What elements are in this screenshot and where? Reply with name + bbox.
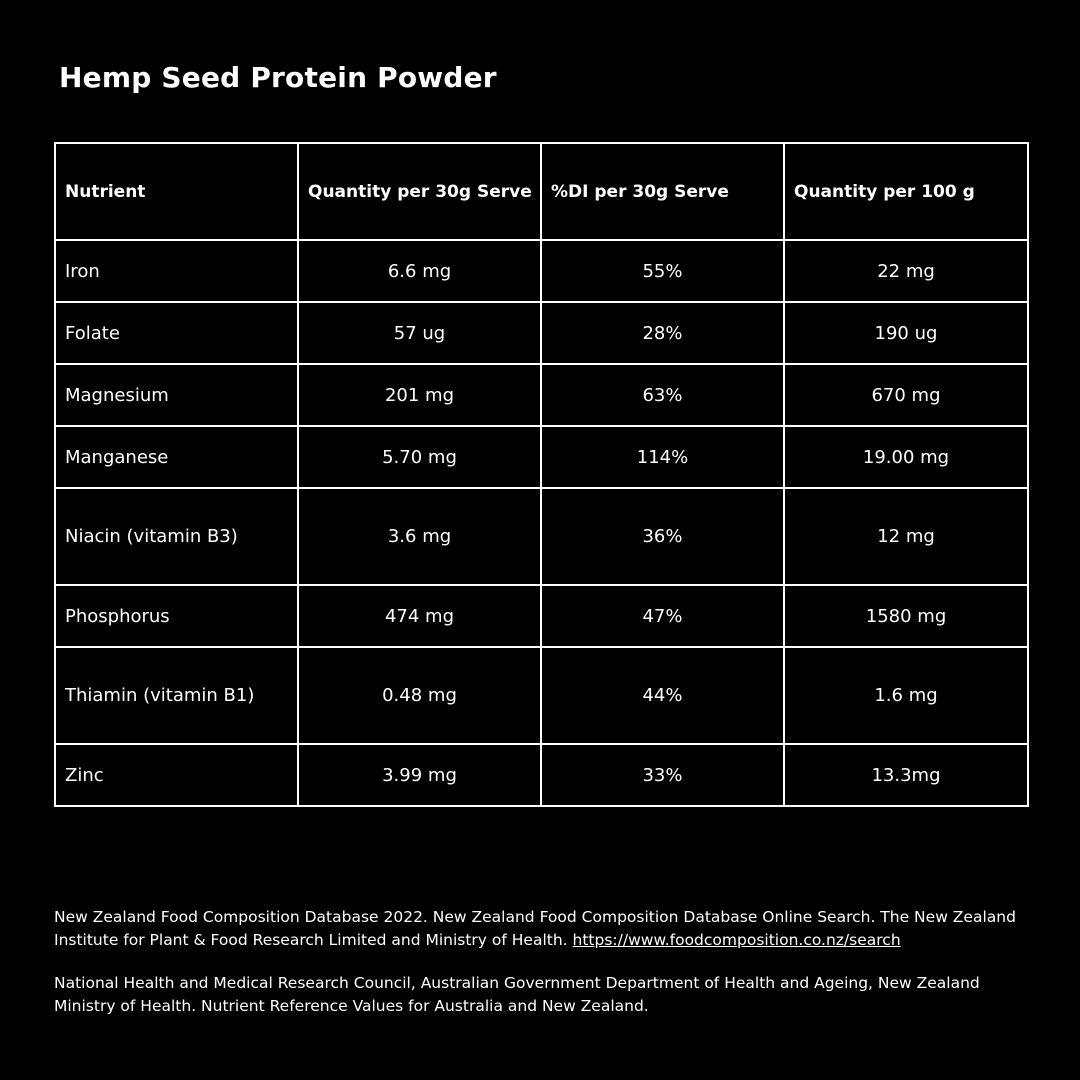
quantity-per-100g: 190 ug: [784, 302, 1028, 364]
quantity-per-serve: 474 mg: [298, 585, 541, 647]
quantity-per-100g: 1.6 mg: [784, 647, 1028, 744]
quantity-per-serve: 3.6 mg: [298, 488, 541, 585]
quantity-per-100g: 13.3mg: [784, 744, 1028, 806]
quantity-per-serve: 3.99 mg: [298, 744, 541, 806]
nutrient-name: Phosphorus: [55, 585, 298, 647]
nutrient-name: Zinc: [55, 744, 298, 806]
quantity-per-serve: 201 mg: [298, 364, 541, 426]
nutrient-name: Thiamin (vitamin B1): [55, 647, 298, 744]
quantity-per-100g: 22 mg: [784, 240, 1028, 302]
reference-nutrient-values: National Health and Medical Research Council, Australian Government Department of Health and Ageing, New Zealand Ministry of Health. Nutrient Reference Values for Australia and New Zealand.: [54, 974, 980, 1015]
table-row: [55, 240, 1028, 302]
nutrient-name: Niacin (vitamin B3): [55, 488, 298, 585]
nutrient-table: [54, 142, 1029, 807]
di-per-serve: 33%: [541, 744, 784, 806]
quantity-per-serve: 5.70 mg: [298, 426, 541, 488]
nutrient-name: Folate: [55, 302, 298, 364]
di-per-serve: 55%: [541, 240, 784, 302]
table-row: [55, 585, 1028, 647]
quantity-per-100g: 670 mg: [784, 364, 1028, 426]
column-header-quantity-per-100g: Quantity per 100 g: [784, 143, 1028, 240]
reference-food-composition: [54, 906, 1034, 951]
table-row: [55, 302, 1028, 364]
quantity-per-100g: 19.00 mg: [784, 426, 1028, 488]
page-title: Hemp Seed Protein Powder: [59, 61, 497, 94]
quantity-per-100g: 12 mg: [784, 488, 1028, 585]
column-header-nutrient: Nutrient: [55, 143, 298, 240]
reference-food-composition-text: New Zealand Food Composition Database 2022. New Zealand Food Composition Database Online Search. The New Zealand Institute for Plant & Food Research Limited and Ministry of Health.: [54, 908, 1016, 949]
di-per-serve: 47%: [541, 585, 784, 647]
nutrient-name: Manganese: [55, 426, 298, 488]
column-header-quantity-per-serve: Quantity per 30g Serve: [298, 143, 541, 240]
table-header-row: [55, 143, 1028, 240]
di-per-serve: 63%: [541, 364, 784, 426]
di-per-serve: 36%: [541, 488, 784, 585]
table-row: [55, 647, 1028, 744]
quantity-per-serve: 57 ug: [298, 302, 541, 364]
table-row: [55, 744, 1028, 806]
quantity-per-serve: 6.6 mg: [298, 240, 541, 302]
table-row: [55, 364, 1028, 426]
food-composition-link[interactable]: https://www.foodcomposition.co.nz/search: [572, 930, 901, 949]
table-row: [55, 426, 1028, 488]
nutrient-name: Magnesium: [55, 364, 298, 426]
di-per-serve: 114%: [541, 426, 784, 488]
quantity-per-serve: 0.48 mg: [298, 647, 541, 744]
di-per-serve: 44%: [541, 647, 784, 744]
table-row: [55, 488, 1028, 585]
column-header-di-per-serve: %DI per 30g Serve: [541, 143, 784, 240]
nutrient-name: Iron: [55, 240, 298, 302]
quantity-per-100g: 1580 mg: [784, 585, 1028, 647]
di-per-serve: 28%: [541, 302, 784, 364]
